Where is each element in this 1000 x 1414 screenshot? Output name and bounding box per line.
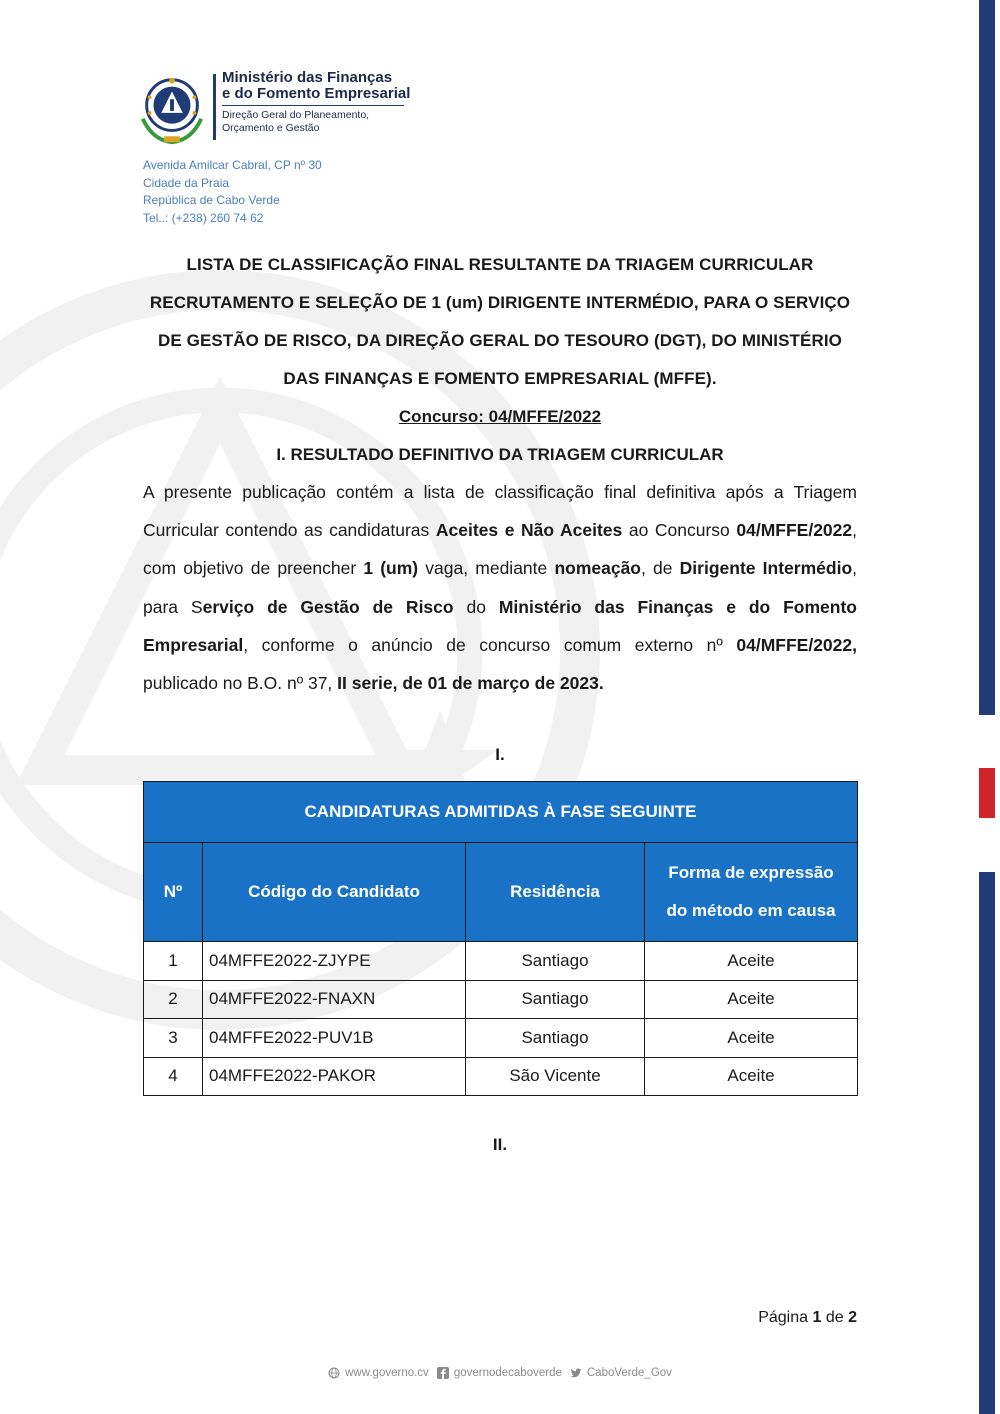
cell-code: 04MFFE2022-ZJYPE (203, 942, 466, 981)
table-caption: CANDIDATURAS ADMITIDAS À FASE SEGUINTE (144, 782, 858, 843)
globe-icon (328, 1367, 340, 1379)
title-line: LISTA DE CLASSIFICAÇÃO FINAL RESULTANTE DA TRIAGEM CURRICULAR (186, 255, 814, 274)
col-header-form: Forma de expressão do método em causa (645, 843, 858, 942)
section-title: I. RESULTADO DEFINITIVO DA TRIAGEM CURRICULAR (276, 445, 724, 464)
concurso-number: Concurso: 04/MFFE/2022 (398, 407, 602, 426)
cell-residence: Santiago (466, 980, 645, 1019)
address-line: Cidade da Praia (143, 175, 230, 190)
cell-code: 04MFFE2022-FNAXN (203, 980, 466, 1019)
cell-number: 2 (144, 980, 203, 1019)
address-block (143, 157, 322, 227)
footer-website[interactable]: www.governo.cv (328, 1367, 429, 1379)
cell-code: 04MFFE2022-PUV1B (203, 1019, 466, 1058)
cell-residence: São Vicente (466, 1057, 645, 1096)
section-marker-i: I. (495, 745, 505, 764)
cell-residence: Santiago (466, 1019, 645, 1058)
table-row (144, 1057, 858, 1096)
cell-form: Aceite (645, 942, 858, 981)
side-bar-blue-top (979, 0, 995, 715)
header-divider-horizontal (222, 105, 404, 106)
coat-of-arms-icon (133, 70, 211, 148)
footer-twitter[interactable]: CaboVerde_Gov (570, 1367, 672, 1379)
header-divider-vertical (213, 74, 216, 140)
table-row (144, 980, 858, 1019)
table-row (144, 942, 858, 981)
cell-number: 4 (144, 1057, 203, 1096)
cell-form: Aceite (645, 980, 858, 1019)
direction-name-line2: Orçamento e Gestão (222, 122, 320, 134)
page-number: Página 1 de 2 (758, 1309, 857, 1326)
letterhead (133, 70, 410, 148)
side-bar-red (979, 768, 995, 818)
footer-facebook[interactable]: governodecaboverde (437, 1367, 562, 1379)
cell-number: 3 (144, 1019, 203, 1058)
address-line: República de Cabo Verde (143, 193, 280, 207)
title-line: DE GESTÃO DE RISCO, DA DIREÇÃO GERAL DO TESOURO (DGT), DO MINISTÉRIO (157, 331, 842, 350)
address-line: Avenida Amilcar Cabral, CP nº 30 (143, 158, 322, 172)
cell-number: 1 (144, 942, 203, 981)
title-line: RECRUTAMENTO E SELEÇÃO DE 1 (um) DIRIGENTE INTERMÉDIO, PARA O SERVIÇO (149, 293, 851, 312)
col-header-number: Nº (144, 843, 203, 942)
candidates-table (143, 781, 858, 1096)
document-title (140, 246, 860, 474)
body-paragraph: A presente publicação contém a lista de classificação final definitiva após a Triagem Curricular contendo as candidaturas Aceites e Não Aceites ao Concurso 04/MFFE/2022, com objetivo de preencher 1 (um) vaga, mediante nomeação, de Dirigente Intermédio, para Serviço de Gestão de Risco do Ministério das Finanças e do Fomento Empresarial, conforme o anúncio de concurso comum externo nº 04/MFFE/2022, publicado no B.O. nº 37, II serie, de 01 de março de 2023. (143, 482, 858, 694)
ministry-name-line1: Ministério das Finanças (222, 69, 393, 86)
address-line: Tel..: (+238) 260 74 62 (143, 210, 264, 225)
cell-code: 04MFFE2022-PAKOR (203, 1057, 466, 1096)
title-line: DAS FINANÇAS E FOMENTO EMPRESARIAL (MFFE). (283, 369, 717, 388)
table-row (144, 1019, 858, 1058)
col-header-residence: Residência (466, 843, 645, 942)
col-header-code: Código do Candidato (203, 843, 466, 942)
cell-form: Aceite (645, 1019, 858, 1058)
cell-form: Aceite (645, 1057, 858, 1096)
facebook-icon (437, 1367, 449, 1379)
direction-name-line1: Direção Geral do Planeamento, (222, 109, 370, 121)
cell-residence: Santiago (466, 942, 645, 981)
twitter-icon (570, 1367, 582, 1379)
ministry-name-line2: e do Fomento Empresarial (222, 85, 411, 102)
footer (0, 1367, 1000, 1379)
section-marker-ii: II. (492, 1135, 508, 1154)
